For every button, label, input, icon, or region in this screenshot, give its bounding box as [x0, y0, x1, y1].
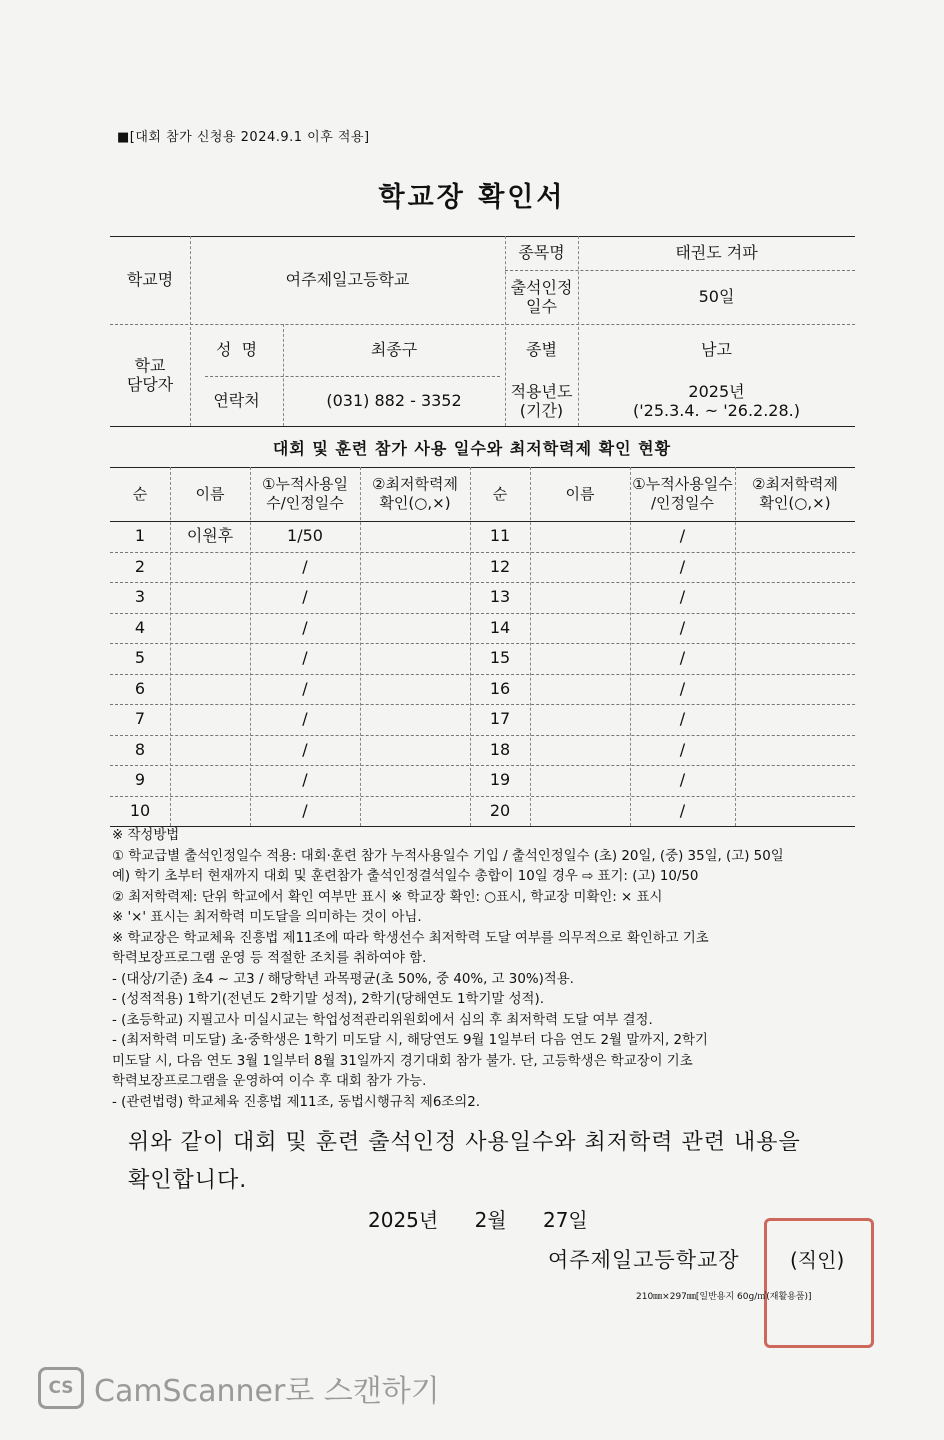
student-name: [530, 796, 630, 827]
used-days: /: [302, 800, 308, 820]
used-days: /: [679, 648, 686, 668]
confirmation-line-1: 위와 같이 대회 및 훈련 출석인정 사용일수와 최저학력 관련 내용을: [128, 1130, 801, 1155]
contact-phone-label: 연락처: [213, 391, 260, 411]
row-number: 10: [129, 800, 151, 820]
row-number: 13: [489, 587, 511, 607]
event-value: 태권도 겨파: [675, 243, 758, 263]
used-days: /: [302, 739, 308, 759]
used-days: /: [302, 709, 308, 729]
student-name: [170, 796, 250, 827]
row-number: 1: [134, 526, 146, 546]
used-days: /: [679, 800, 686, 820]
paper-spec-note: 210㎜×297㎜[일반용지 60g/㎡(재활용품)]: [636, 1292, 812, 1302]
student-name: [170, 674, 250, 705]
min-academic-check: [735, 704, 855, 735]
row-number: 16: [489, 678, 511, 698]
row-number: 6: [134, 678, 146, 698]
used-days: /: [679, 770, 686, 790]
row-number: 14: [489, 617, 511, 637]
used-days: /: [679, 709, 686, 729]
instruction-line: ① 학교급별 출석인정일수 적용: 대회·훈련 참가 누적사용일수 기입 / 출석인정일수 (초) 20일, (중) 35일, (고) 50일: [112, 848, 784, 864]
used-days: /: [302, 617, 308, 637]
student-name: [170, 765, 250, 796]
section-title: 대회 및 훈련 참가 사용 일수와 최저학력제 확인 현황: [272, 439, 672, 458]
instruction-line: ② 최저학력제: 단위 학교에서 확인 여부만 표시 ※ 학교장 확인: ○표시, 학교장 미확인: × 표시: [112, 889, 663, 905]
roster-table: [110, 467, 855, 826]
attendance-days-value: 50일: [698, 287, 735, 307]
issue-date: 2025년 2월 27일: [368, 1208, 588, 1232]
camscanner-watermark: [38, 1366, 440, 1410]
min-academic-check: [735, 582, 855, 613]
row-number: 4: [134, 617, 146, 637]
watermark-text: CamScanner로 스캔하기: [94, 1374, 440, 1409]
confirmation-line-2: 확인합니다.: [128, 1168, 248, 1193]
category-value: 남고: [701, 340, 732, 360]
confirmation-text: [128, 1124, 848, 1200]
official-seal: [764, 1218, 874, 1348]
instruction-line: ※ 학교장은 학교체육 진흥법 제11조에 따라 학생선수 최저학력 도달 여부를 의무적으로 확인하고 기초: [112, 930, 709, 946]
school-info-table: [110, 236, 855, 426]
student-name: [170, 704, 250, 735]
row-number: 18: [489, 739, 511, 759]
row-number: 17: [489, 709, 511, 729]
student-name: [530, 735, 630, 766]
min-academic-check: [360, 613, 470, 644]
contact-name-value: 최종구: [370, 340, 418, 360]
min-academic-check: [360, 521, 470, 552]
used-days: /: [679, 617, 686, 637]
event-label: 종목명: [518, 243, 565, 263]
contact-name-label: 성 명: [215, 340, 258, 360]
instruction-line: - (관련법령) 학교체육 진흥법 제11조, 동법시행규칙 제6조의2.: [112, 1094, 480, 1110]
student-name: [170, 613, 250, 644]
min-academic-check: [735, 674, 855, 705]
used-days: /: [679, 556, 686, 576]
used-days: 1/50: [287, 526, 323, 546]
student-name: [530, 643, 630, 674]
row-number: 8: [134, 739, 146, 759]
min-academic-check: [360, 735, 470, 766]
header-name-right: 이름: [565, 484, 595, 503]
header-check: ②최저학력제 확인(○,×): [372, 475, 458, 512]
instruction-line: - (초등학교) 지필고사 미실시교는 학업성적관리위원회에서 심의 후 최저학력 도달 여부 결정.: [112, 1012, 653, 1028]
student-name: [530, 582, 630, 613]
student-name: [530, 674, 630, 705]
used-days: /: [679, 587, 686, 607]
camscanner-icon: CS: [38, 1367, 84, 1409]
min-academic-check: [360, 552, 470, 583]
min-academic-check: [735, 765, 855, 796]
category-label: 종별: [526, 340, 557, 360]
row-number: 19: [489, 770, 511, 790]
student-name: [530, 704, 630, 735]
attendance-days-label: 출석인정 일수: [510, 277, 573, 316]
instructions: [112, 826, 857, 1113]
min-academic-check: [735, 521, 855, 552]
instruction-line: 미도달 시, 다음 연도 3월 1일부터 8월 31일까지 경기대회 참가 불가. 단, 고등학생은 학교장이 기초: [112, 1053, 693, 1069]
row-number: 12: [489, 556, 511, 576]
year-label: 적용년도 (기간): [510, 381, 573, 420]
instruction-line: - (최저학력 미도달) 초·중학생은 1학기 미도달 시, 해당연도 9월 1일부터 다음 연도 2월 말까지, 2학기: [112, 1033, 708, 1048]
school-name-value: 여주제일고등학교: [285, 270, 410, 290]
row-number: 20: [489, 800, 511, 820]
form-version-note: ■[대회 참가 신청용 2024.9.1 이후 적용]: [117, 130, 370, 145]
min-academic-check: [735, 613, 855, 644]
student-name: [530, 552, 630, 583]
seal-label: (직인): [790, 1248, 845, 1272]
contact-phone-value: (031) 882 - 3352: [326, 391, 462, 411]
min-academic-check: [735, 643, 855, 674]
row-number: 15: [489, 648, 511, 668]
instruction-line: 학력보장프로그램 운영 등 적절한 조치를 취하여야 함.: [112, 951, 427, 966]
row-number: 3: [134, 587, 146, 607]
student-name: [170, 735, 250, 766]
row-number: 11: [489, 526, 511, 546]
min-academic-check: [360, 674, 470, 705]
min-academic-check: [735, 735, 855, 766]
used-days: /: [302, 556, 308, 576]
used-days: /: [302, 678, 308, 698]
row-number: 5: [134, 648, 146, 668]
instruction-line: ※ 작성방법: [112, 828, 180, 843]
student-name: [170, 552, 250, 583]
year-cell: [578, 374, 855, 428]
instruction-line: 예) 학기 초부터 현재까지 대회 및 훈련참가 출석인정결석일수 총합이 10일 경우 ⇨ 표기: (고) 10/50: [112, 869, 699, 884]
instruction-line: ※ '×' 표시는 최저학력 미도달을 의미하는 것이 아님.: [112, 910, 422, 925]
used-days: /: [679, 678, 686, 698]
instruction-line: - (대상/기준) 초4 ~ 고3 / 해당학년 과목평균(초 50%, 중 40%, 고 30%)적용.: [112, 971, 574, 987]
used-days: /: [679, 739, 686, 759]
student-name: [170, 582, 250, 613]
student-name: [530, 765, 630, 796]
min-academic-check: [360, 796, 470, 827]
row-number: 9: [134, 770, 146, 790]
principal-signature: 여주제일고등학교장: [548, 1248, 740, 1272]
row-number: 2: [134, 556, 146, 576]
row-number: 7: [134, 709, 146, 729]
contact-person-label: 학교 담당자: [126, 355, 174, 394]
used-days: /: [302, 648, 308, 668]
used-days: /: [302, 770, 308, 790]
year-value: 2025년: [688, 381, 745, 401]
header-check-right: ②최저학력제 확인(○,×): [752, 475, 838, 512]
min-academic-check: [735, 796, 855, 827]
header-name: 이름: [195, 484, 225, 503]
student-name: [530, 521, 630, 552]
student-name: [170, 643, 250, 674]
instruction-line: 학력보장프로그램을 운영하여 이수 후 대회 참가 가능.: [112, 1074, 427, 1089]
min-academic-check: [360, 582, 470, 613]
period-value: ('25.3.4. ~ '26.2.28.): [633, 401, 800, 420]
min-academic-check: [360, 704, 470, 735]
school-name-label: 학교명: [126, 270, 174, 290]
header-days: ①누적사용일 수/인정일수: [262, 475, 348, 512]
student-name: [530, 613, 630, 644]
header-no: 순: [132, 484, 148, 503]
min-academic-check: [360, 643, 470, 674]
header-no-right: 순: [492, 484, 508, 503]
instruction-line: - (성적적용) 1학기(전년도 2학기말 성적), 2학기(당해연도 1학기말 성적).: [112, 992, 544, 1007]
header-days-right: ①누적사용일수 /인정일수: [632, 475, 733, 512]
min-academic-check: [735, 552, 855, 583]
student-name: 이원후: [186, 526, 234, 546]
min-academic-check: [360, 765, 470, 796]
page-title: 학교장 확인서: [378, 182, 566, 213]
used-days: /: [302, 587, 308, 607]
used-days: /: [679, 526, 686, 546]
